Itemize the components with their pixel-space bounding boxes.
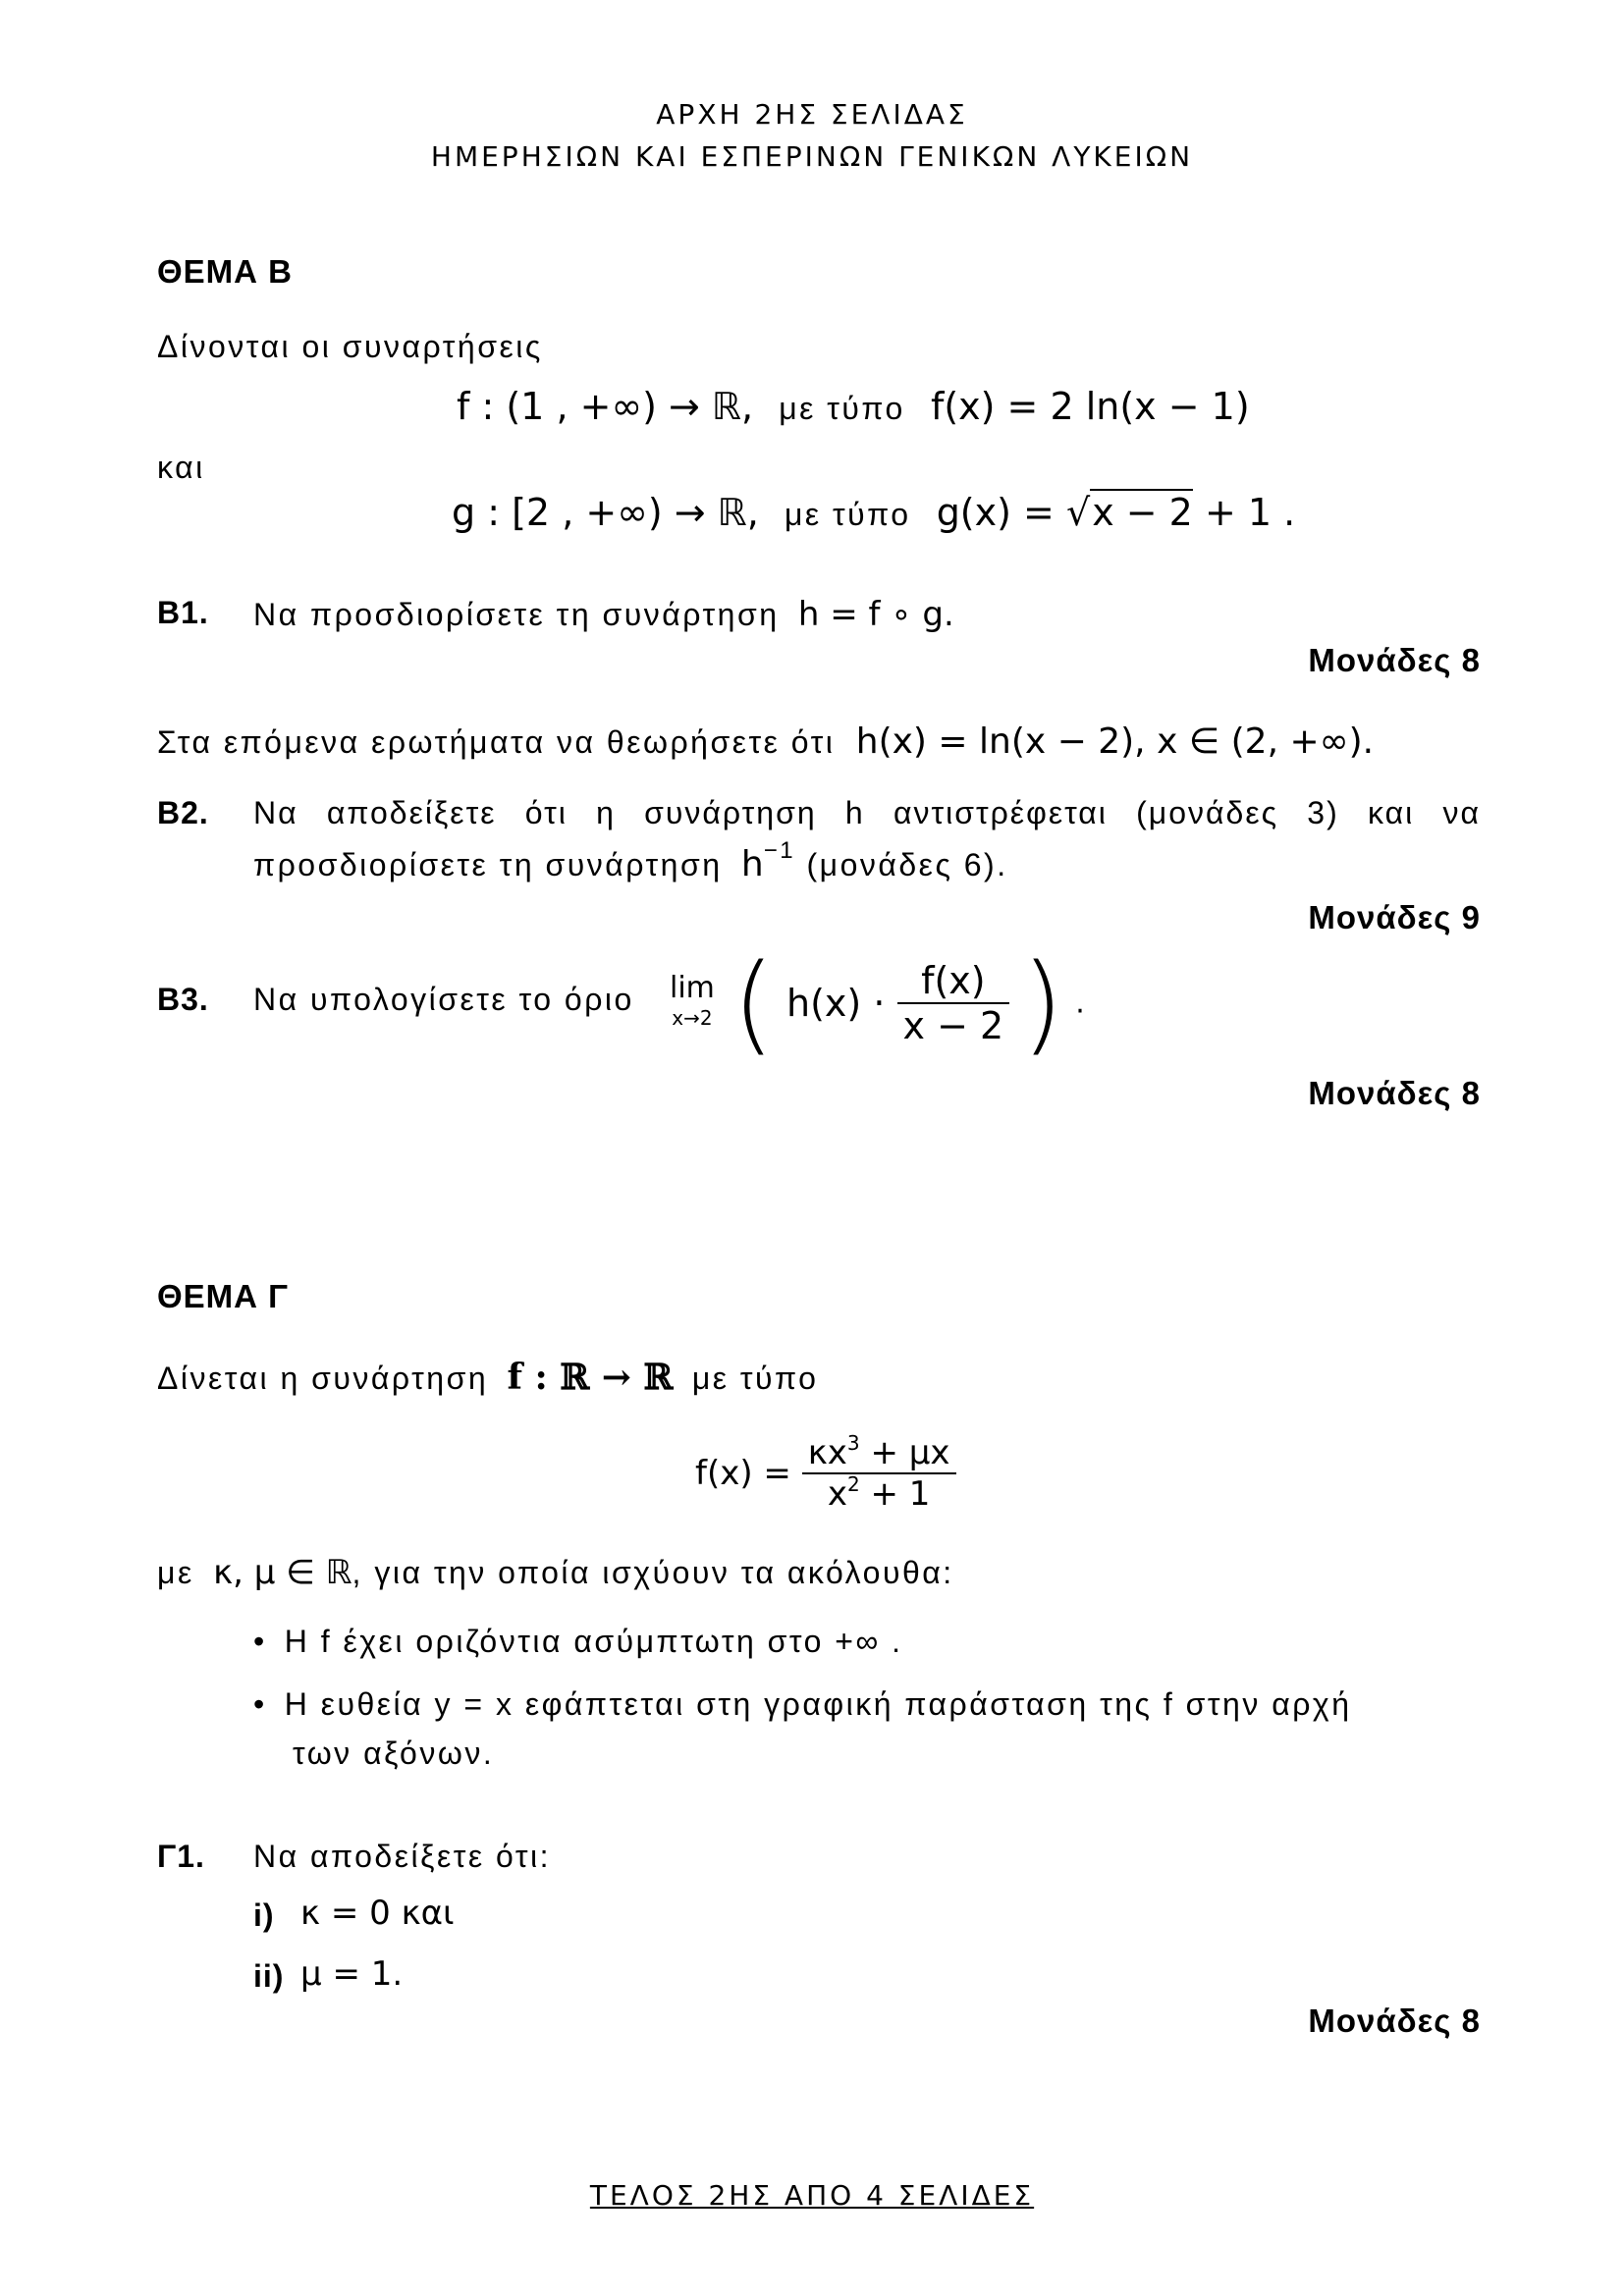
cond-b: , για την οποία ισχύουν τα ακόλουθα: — [352, 1555, 954, 1590]
themaG-intro-b: με τύπο — [691, 1361, 819, 1396]
g-formula-lhs: g(x) = — [936, 491, 1055, 534]
g1-label: Γ1. — [157, 1839, 205, 1874]
fx-num-a: κx — [807, 1433, 847, 1472]
page-footer: ΤΕΛΟΣ 2ΗΣ ΑΠΟ 4 ΣΕΛΙΔΕΣ — [589, 2179, 1035, 2212]
fx-fraction — [802, 1433, 956, 1514]
b3-marks: Μονάδες 8 — [1308, 1075, 1481, 1111]
b1-marks: Μονάδες 8 — [1308, 642, 1481, 678]
themaB-next — [157, 721, 1374, 762]
b3-right-paren: ) — [1021, 940, 1064, 1066]
bullet-2-line1: Η ευθεία y = x εφάπτεται στη γραφική παράσταση της f στην αρχή — [284, 1686, 1352, 1722]
g-formula-rhs: + 1 . — [1204, 491, 1296, 534]
themaG-conditions — [157, 1553, 954, 1592]
f-def-left: f : — [457, 385, 495, 428]
bullet-1-text: Η f έχει οριζόντια ασύμπτωτη στο +∞ . — [284, 1624, 903, 1659]
themaG-intro — [157, 1357, 818, 1398]
b3-lim: lim — [670, 971, 715, 1005]
b3-text: Να υπολογίσετε το όριο — [253, 982, 634, 1017]
fx-lhs: f(x) = — [695, 1454, 791, 1493]
g1-i-text: κ = 0 και — [300, 1894, 455, 1933]
fx-den-b: + 1 — [859, 1474, 931, 1514]
b1-question: Να προσδιορίσετε τη συνάρτηση — [253, 597, 780, 632]
b3-lim-block — [670, 971, 715, 1033]
g1-ii-label: ii) — [253, 1958, 285, 1994]
b3-den: x − 2 — [897, 1002, 1010, 1047]
f-definition — [457, 385, 1250, 428]
g-domain: [2 , +∞) → ℝ, — [512, 491, 759, 534]
b2-line2 — [253, 837, 1008, 884]
b1-math: h = f ∘ g. — [797, 595, 954, 634]
b3-end: . — [1075, 986, 1085, 1021]
next-text: Στα επόμενα ερωτήματα να θεωρήσετε ότι — [157, 724, 836, 760]
bullet-2 — [253, 1686, 1352, 1723]
fx-den-sup: 2 — [846, 1472, 860, 1496]
b2-label: Β2. — [157, 795, 209, 830]
b3-label: Β3. — [157, 982, 209, 1017]
b3-limit-expression — [670, 940, 1085, 1066]
fx-formula — [695, 1433, 956, 1514]
fx-den — [802, 1472, 956, 1514]
cond-a: με — [157, 1555, 194, 1590]
g1-ii-text: μ = 1. — [300, 1954, 404, 1994]
cond-math: κ, μ ∈ ℝ — [213, 1553, 352, 1592]
b3-left-paren: ( — [732, 940, 775, 1066]
sqrt-icon: √ — [1065, 491, 1091, 534]
b3-lim-sub: x→2 — [672, 1006, 713, 1030]
f-formula: f(x) = 2 ln(x − 1) — [930, 385, 1250, 428]
fx-den-a: x — [827, 1474, 847, 1514]
g-definition — [452, 491, 1295, 534]
page-header-line1: ΑΡΧΗ 2ΗΣ ΣΕΛΙΔΑΣ — [656, 98, 968, 131]
g1-i-label: i) — [253, 1897, 275, 1933]
b1-text — [253, 595, 954, 634]
section-title-b: ΘΕΜΑ Β — [157, 253, 293, 290]
b2-line1: Να αποδείξετε ότι η συνάρτηση h αντιστρέφεται (μονάδες 3) και να — [253, 795, 1481, 830]
b1-label: Β1. — [157, 595, 209, 630]
bullet-dot-icon: • — [253, 1624, 267, 1659]
next-math: h(x) = ln(x − 2), x ∈ (2, +∞). — [855, 721, 1375, 762]
b2-marks: Μονάδες 9 — [1308, 899, 1481, 935]
fx-num-b: + μx — [859, 1433, 950, 1472]
bullet-1 — [253, 1624, 903, 1660]
fx-num — [802, 1433, 956, 1472]
b3-fraction — [897, 959, 1010, 1047]
f-formula-label: με τύπο — [779, 391, 905, 426]
g-formula-label: με τύπο — [784, 497, 911, 532]
fx-num-sup: 3 — [846, 1431, 860, 1455]
themaB-intro: Δίνονται οι συναρτήσεις — [157, 329, 543, 364]
b3-num: f(x) — [921, 959, 986, 1002]
bullet-2-line2: των αξόνων. — [293, 1735, 495, 1771]
themaG-intro-a: Δίνεται η συνάρτηση — [157, 1361, 489, 1396]
f-domain: (1 , +∞) → ℝ, — [506, 385, 754, 428]
b2-line2-b: (μονάδες 6). — [806, 847, 1008, 882]
b2-line2-a: προσδιορίσετε τη συνάρτηση — [253, 847, 723, 882]
page-header-line2: ΗΜΕΡΗΣΙΩΝ ΚΑΙ ΕΣΠΕΡΙΝΩΝ ΓΕΝΙΚΩΝ ΛΥΚΕΙΩΝ — [430, 140, 1194, 173]
g-def-left: g : — [452, 491, 501, 534]
b2-line2-math: h — [740, 844, 764, 884]
b3-h: h(x) · — [786, 982, 886, 1025]
g-formula-sqrt: x − 2 — [1092, 491, 1193, 534]
themaB-kai: και — [157, 450, 205, 485]
g1-text: Να αποδείξετε ότι: — [253, 1839, 551, 1874]
b2-line2-sup: −1 — [763, 837, 796, 864]
section-title-g: ΘΕΜΑ Γ — [157, 1278, 290, 1314]
g1-marks: Μονάδες 8 — [1308, 2002, 1481, 2039]
themaG-intro-math: f : ℝ → ℝ — [507, 1357, 674, 1398]
bullet-dot-icon: • — [253, 1686, 267, 1722]
